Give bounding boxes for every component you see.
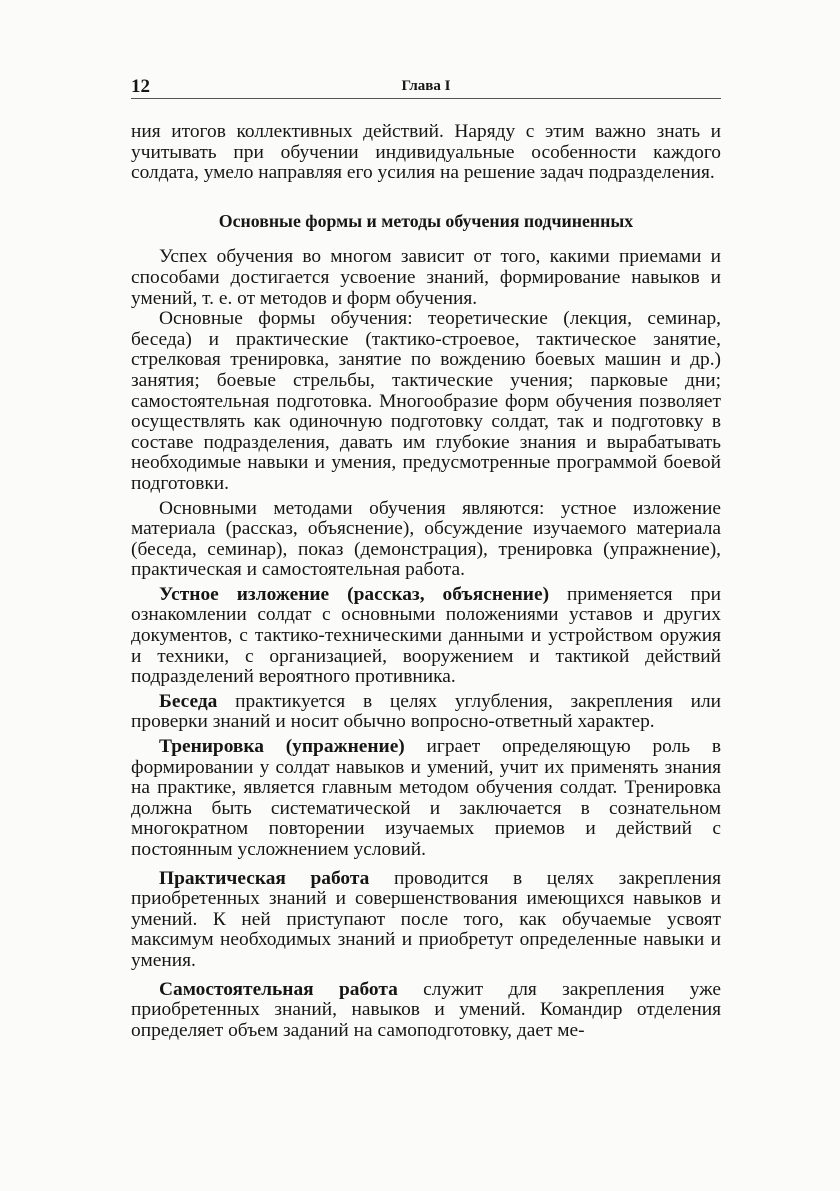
method-term: Практическая работа [159,867,370,889]
running-header [131,76,721,99]
section-heading: Основные формы и методы обучения подчиненных [218,210,634,231]
page-number: 12 [131,76,150,97]
method-term: Беседа [159,690,218,712]
paragraph: Основными методами обучения являются: устное изложение материала (рассказ, объяснение), обсуждение изучаемого материала (беседа, семинар), показ (демонстрация), тренировка (упражнение), практическая и самостоятельная работа. [131,497,721,581]
body-text [131,122,721,1041]
paragraph-method: Тренировка (упражнение) играет определяющую роль в формировании у солдат навыков и умений, учит их применять знания на практике, является главным методом обучения солдат. Тренировка должна быть систематической и заключается в сознательном многократном повторении изучаемых приемов и действий с постоянным усложнением условий. [131,736,722,860]
method-term: Тренировка (упражнение) [159,736,405,758]
chapter-title: Глава I [401,78,451,94]
method-term: Устное изложение (рассказ, объяснение) [159,583,550,605]
paragraph-method: Беседа практикуется в целях углубления, закрепления или проверки знаний и носит обычно вопросно-ответный характер. [131,690,721,733]
paragraph-method: Устное изложение (рассказ, объяснение) применяется при ознакомлении солдат с основными положениями уставов и других документов, с тактико-техническими данными и устройством оружия и техники, с организацией, вооружением и тактикой действий подразделений вероятного противника. [131,583,721,688]
paragraph-method: Самостоятельная работа служит для закрепления уже приобретенных знаний, навыков и умений. Командир отделения определяет объем заданий на самоподготовку, дает ме- [131,978,721,1041]
paragraph-continuation: ния итогов коллективных действий. Наряду с этим важно знать и учитывать при обучении индивидуальные особенности каждого солдата, умело направляя его усилия на решение задач подразделения. [131,121,721,184]
paragraph: Основные формы обучения: теоретические (лекция, семинар, беседа) и практические (тактико-строевое, тактическое занятие, стрелковая тренировка, занятие по вождению боевых машин и др.) занятия; боевые стрельбы, тактические учения; парковые дни; самостоятельная подготовка. Многообразие форм обучения позволяет осуществлять как одиночную подготовку солдат, так и подготовку в составе подразделения, давать им глубокие знания и вырабатывать необходимые навыки и умения, предусмотренные программой боевой подготовки. [131,308,721,494]
paragraph: Успех обучения во многом зависит от того, какими приемами и способами достигается усвоение знаний, формирование навыков и умений, т. е. от методов и форм обучения. [131,246,721,309]
method-term: Самостоятельная работа [159,978,398,1000]
paragraph-method: Практическая работа проводится в целях закрепления приобретенных знаний и совершенствования имеющихся навыков и умений. К ней приступают после того, как обучаемые усвоят максимум необходимых знаний и приобретут определенные навыки и умения. [131,867,721,971]
